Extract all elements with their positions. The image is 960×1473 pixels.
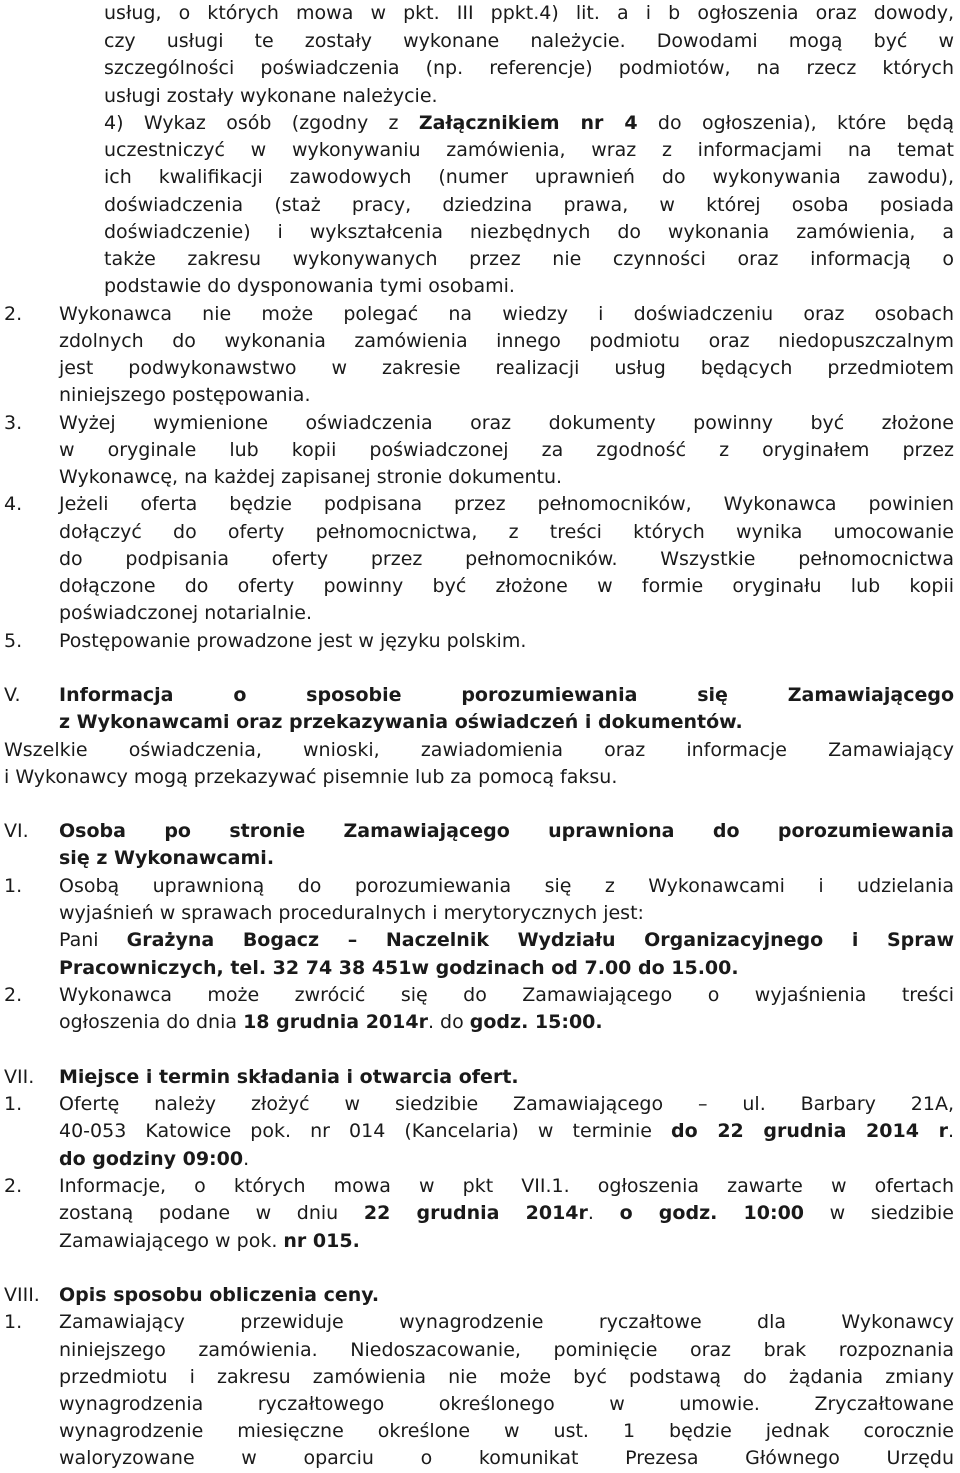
- section-v-body-1: Wszelkie oświadczenia, wnioski, zawiadomienia oraz informacje Zamawiający: [4, 739, 954, 761]
- point-3-line-1: Wyżej wymienione oświadczenia oraz dokumenty powinny być złożone: [59, 412, 954, 434]
- item4-text-b: do ogłoszenia), które będą: [637, 112, 954, 134]
- section-vi-heading-2-text: się z Wykonawcami.: [59, 847, 275, 869]
- section-vii-number: VII.: [4, 1066, 35, 1088]
- point-4-line-2: dołączyć do oferty pełnomocnictwa, z treści których wynika umocowanie: [59, 521, 954, 543]
- p2-date: 18 grudnia 2014r: [243, 1011, 428, 1033]
- section-vi-p1-number: 1.: [4, 875, 23, 897]
- vii-p1-deadline: do 22 grudnia 2014 r: [671, 1120, 948, 1142]
- section-v-heading-2-text: z Wykonawcami oraz przekazywania oświadczeń i dokumentów.: [59, 711, 743, 733]
- intro-line-1: usług, o których mowa w pkt. III ppkt.4) lit. a i b ogłoszenia oraz dowody,: [104, 2, 954, 24]
- contact-person: Grażyna Bogacz – Naczelnik Wydziału Organizacyjnego i Spraw: [126, 929, 955, 951]
- vii-p2-room-text: Zamawiającego w pok.: [59, 1230, 284, 1252]
- contact-prefix: Pani: [59, 929, 127, 951]
- vii-p1-dot: .: [243, 1148, 250, 1170]
- section-vii-p1-number: 1.: [4, 1093, 23, 1115]
- point-2-line-3: jest podwykonawstwo w zakresie realizacji usług będących przedmiotem: [59, 357, 954, 379]
- section-v-number: V.: [4, 684, 21, 706]
- vii-p2-date: 22 grudnia 2014r: [363, 1202, 588, 1224]
- item4-text-a: 4) Wykaz osób (zgodny z: [104, 112, 419, 134]
- section-vi-p1-line-2: wyjaśnień w sprawach proceduralnych i merytorycznych jest:: [59, 902, 644, 924]
- section-viii-p1-line-6: waloryzowane w oparciu o komunikat Prezesa Głównego Urzędu: [59, 1447, 954, 1469]
- section-vi-contact-line-2: [59, 955, 739, 982]
- section-vi-number: VI.: [4, 820, 29, 842]
- vii-p2-time: o godz. 10:00: [619, 1202, 805, 1224]
- item4-line-5: doświadczenie) i wykształcenia niezbędnych do wykonania zamówienia, a: [104, 221, 954, 243]
- section-vii-p2-number: 2.: [4, 1175, 23, 1197]
- section-vii-p1-line-3: [59, 1146, 249, 1173]
- item4-line-4: doświadczenia (staż pracy, dziedzina prawa, w której osoba posiada: [104, 194, 954, 216]
- section-vii-p2-line-1: Informacje, o których mowa w pkt VII.1. ogłoszenia zawarte w ofertach: [59, 1175, 954, 1197]
- section-v-heading-2: [59, 709, 743, 736]
- vii-p2-text-e: w siedzibie: [804, 1202, 955, 1224]
- section-vii-heading: [59, 1064, 519, 1091]
- intro-line-3: szczególności poświadczenia (np. referencje) podmiotów, na rzecz których: [104, 57, 954, 79]
- point-2-line-1: Wykonawca nie może polegać na wiedzy i doświadczeniu oraz osobach: [59, 303, 954, 325]
- section-viii-number: VIII.: [4, 1284, 40, 1306]
- section-vi-heading-1-text: Osoba po stronie Zamawiającego uprawniona do porozumiewania: [59, 820, 954, 842]
- section-vi-heading-2: [59, 845, 274, 872]
- point-2-number: 2.: [4, 303, 23, 325]
- point-2-line-2: zdolnych do wykonania zamówienia innego podmiotu oraz niedopuszczalnym: [59, 330, 954, 352]
- item4-line-1: [104, 110, 954, 137]
- point-3-number: 3.: [4, 412, 23, 434]
- vii-p2-text-c: .: [587, 1202, 620, 1224]
- point-2-line-4: niniejszego postępowania.: [59, 384, 311, 406]
- vii-p2-room: nr 015.: [283, 1230, 360, 1252]
- point-4-number: 4.: [4, 493, 23, 515]
- section-vii-heading-text: Miejsce i termin składania i otwarcia ofert.: [59, 1066, 519, 1088]
- section-viii-p1-line-4: wynagrodzenia ryczałtowego określonego w umowie. Zryczałtowane: [59, 1393, 954, 1415]
- point-5-number: 5.: [4, 630, 23, 652]
- item4-line-3: ich kwalifikacji zawodowych (numer uprawnień do wykonywania zawodu),: [104, 166, 954, 188]
- point-4-line-4: dołączone do oferty powinny być złożone w formie oryginału lub kopii: [59, 575, 954, 597]
- section-viii-p1-line-3: przedmiotu i zakresu zamówienia nie może być podstawą do żądania zmiany: [59, 1366, 954, 1388]
- section-viii-p1-line-2: niniejszego zamówienia. Niedoszacowanie, pominięcie oraz brak rozpoznania: [59, 1339, 954, 1361]
- contact-phone-hours: Pracowniczych, tel. 32 74 38 451w godzinach od 7.00 do 15.00.: [59, 957, 739, 979]
- p2-text-c: . do: [427, 1011, 470, 1033]
- vii-p1-hour: do godziny 09:00: [59, 1148, 244, 1170]
- p2-time: godz. 15:00.: [469, 1011, 603, 1033]
- section-viii-heading-text: Opis sposobu obliczenia ceny.: [59, 1284, 380, 1306]
- point-3-line-2: w oryginale lub kopii poświadczonej za zgodność z oryginałem przez: [59, 439, 954, 461]
- section-vi-p2-number: 2.: [4, 984, 23, 1006]
- intro-line-2: czy usługi te zostały wykonane należycie. Dowodami mogą być w: [104, 30, 954, 52]
- section-vi-contact-line-1: [59, 927, 954, 954]
- section-v-heading-1: [59, 682, 954, 709]
- item4-line-2: uczestniczyć w wykonywaniu zamówienia, wraz z informacjami na temat: [104, 139, 954, 161]
- section-vi-heading-1: [59, 818, 954, 845]
- section-vii-p2-line-2: [59, 1200, 954, 1227]
- vii-p1-text-c: .: [947, 1120, 955, 1142]
- point-4-line-3: do podpisania oferty przez pełnomocników. Wszystkie pełnomocnictwa: [59, 548, 954, 570]
- section-vi-p2-line-2: [59, 1009, 603, 1036]
- section-vi-p1-line-1: Osobą uprawnioną do porozumiewania się z Wykonawcami i udzielania: [59, 875, 954, 897]
- p2-text-a: ogłoszenia do dnia: [59, 1011, 244, 1033]
- intro-line-4: usługi zostały wykonane należycie.: [104, 85, 438, 107]
- point-4-line-1: Jeżeli oferta będzie podpisana przez pełnomocników, Wykonawca powinien: [59, 493, 954, 515]
- section-v-heading-1-text: Informacja o sposobie porozumiewania się Zamawiającego: [59, 684, 954, 706]
- item4-line-6: także zakresu wykonywanych przez nie czynności oraz informacją o: [104, 248, 954, 270]
- section-viii-p1-number: 1.: [4, 1311, 23, 1333]
- section-viii-p1-line-5: wynagrodzenie miesięczne określone w ust. 1 będzie jednak corocznie: [59, 1420, 954, 1442]
- section-vii-p1-line-2: [59, 1118, 954, 1145]
- item4-attachment-ref: Załącznikiem nr 4: [418, 112, 638, 134]
- point-5-line-1: Postępowanie prowadzone jest w języku polskim.: [59, 630, 527, 652]
- point-3-line-3: Wykonawcę, na każdej zapisanej stronie dokumentu.: [59, 466, 563, 488]
- section-v-body-2: i Wykonawcy mogą przekazywać pisemnie lub za pomocą faksu.: [4, 766, 618, 788]
- section-vi-p2-line-1: Wykonawca może zwrócić się do Zamawiającego o wyjaśnienia treści: [59, 984, 954, 1006]
- section-vii-p1-line-1: Ofertę należy złożyć w siedzibie Zamawiającego – ul. Barbary 21A,: [59, 1093, 954, 1115]
- vii-p1-text-a: 40-053 Katowice pok. nr 014 (Kancelaria) w terminie: [59, 1120, 672, 1142]
- vii-p2-text-a: zostaną podane w dniu: [59, 1202, 364, 1224]
- section-viii-p1-line-1: Zamawiający przewiduje wynagrodzenie ryczałtowe dla Wykonawcy: [59, 1311, 954, 1333]
- section-viii-heading: [59, 1282, 379, 1309]
- item4-line-7: podstawie do dysponowania tymi osobami.: [104, 275, 515, 297]
- section-vii-p2-line-3: [59, 1228, 360, 1255]
- point-4-line-5: poświadczonej notarialnie.: [59, 602, 313, 624]
